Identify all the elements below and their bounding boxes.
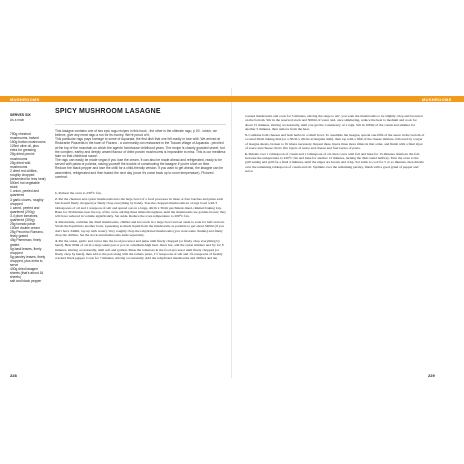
serves-note: As a main	[10, 118, 25, 122]
step-number: 6.	[245, 151, 248, 156]
ingredient-item: salt and black pepper	[10, 279, 42, 284]
method-step	[245, 114, 425, 131]
ingredient-item: 5g basil leaves, finely chopped	[10, 246, 42, 255]
title-divider	[55, 124, 226, 125]
ingredient-item: 2 dried red chillies, roughly chopped (deseeded for less heat)	[10, 168, 46, 182]
ingredient-item: 125ml olive oil, plus extra for greasing	[10, 144, 39, 153]
ingredient-item: 100ml double cream	[10, 226, 40, 231]
method-column-left	[55, 191, 226, 262]
ingredient-list	[10, 132, 47, 283]
ingredient-item: 25g Pecorino Romano, finely grated	[10, 230, 44, 239]
section-label-right: MUSHROOMS	[422, 96, 452, 102]
method-step	[55, 191, 226, 195]
method-step	[55, 239, 226, 261]
ingredient-item: 1 carrot, peeled and quartered (200g)	[10, 205, 40, 214]
ingredient-item: 150g button mushrooms	[10, 140, 46, 145]
page-gutter	[231, 88, 232, 378]
ingredient-item: 1 onion, peeled and quartered	[10, 189, 39, 198]
step-number: 5.	[245, 132, 248, 137]
ingredient-item: 3-4 plum tomatoes, quartered (300g)	[10, 213, 39, 222]
method-column-right	[245, 114, 425, 175]
page-number-right: 229	[428, 373, 435, 378]
page-number-left: 228	[10, 373, 17, 378]
method-step	[245, 133, 425, 150]
ingredient-item: 750g chestnut mushrooms, halved	[10, 132, 39, 141]
ingredient-item: 500ml hot vegetable stock	[10, 181, 40, 190]
intro-paragraph: The ragu can easily be made vegan if you lose the cream. It can also be made ahead and refrigerated, ready to be served with pasta or polenta, saving yourself the trouble of constructing the lasagne if you're short on time.	[55, 158, 222, 167]
recipe-title: SPICY MUSHROOM LASAGNE	[55, 108, 161, 115]
method-step	[245, 152, 425, 174]
step-text: Put the chestnut and oyster mushrooms into the large bowl of a food processor in three or four batches and pulse each batch until finely chopped (or finely chop everything by hand). Toss the chopped mushrooms in a large bowl with 3 tablespoons of oil and 1 teaspoon of salt and spread out on a large, 40cm x 30cm parchment-lined, rimmed baking tray. Bake for 30 minutes near the top of the oven, stirring three times throughout, until the mushrooms are golden-brown; they will have reduced in volume significantly. Set aside. Reduce the oven temperature to 200°C fan.	[55, 196, 226, 219]
step-number: 3.	[55, 220, 58, 225]
ingredient-item: 45g Parmesan, finely grated	[10, 238, 41, 247]
step-text: Meanwhile, combine the dried mushrooms, chillies and hot stock in a large bowl and set aside to soak for half an hour. Strain the liquid into another bowl, squeezing as much liquid from the mushrooms as possible to get about 340ml (if you don't have 340ml, top up with water). Very roughly chop the rehydrated mushrooms (you want some chunks) and finely chop the chillies. Set the stock and mushrooms aside separately.	[55, 220, 225, 238]
ingredient-item: 25g dried wild mushrooms	[10, 160, 31, 169]
serves-heading: SERVES SIX	[10, 113, 31, 117]
step-number: 1.	[55, 191, 58, 195]
method-step	[55, 220, 226, 237]
intro-paragraph: This lasagne contains one of two epic ragu recipes in this book - the other is the ultimate ragu, p 00 - which, we believe, give any meat ragu a run for its money. We're proud of it.	[55, 129, 218, 138]
step-text: Preheat the oven to 230°C fan.	[57, 191, 102, 195]
recipe-intro	[55, 129, 226, 179]
step-number: 2.	[55, 196, 58, 201]
step-number: 4.	[55, 238, 58, 243]
step-text: roasted mushrooms and cook for 5 minutes, stirring the stage to stir: you want the mushrooms to be slightly crisp and browned on the bottom. Stir in the reserved stock and 500ml of water and, once simmering, reduce the heat to medium and cook for about 15 minutes, stirring occasionally, until you get the consistency of a ragù. Stir in 100ml of the cream and simmer for another 5 minutes, then remove from the heat.	[245, 114, 423, 132]
ingredient-item: 25g tomato paste	[10, 222, 36, 227]
intro-paragraph: This particular ragu pays homage to some of Aquaraia, the first dish that one fell madly in love with. We arrived at Ristorante Piazzetta in the town of Fiorano - a community-run restaurant in the Tuscan village of Aquaraia - perched at the top of the mountain on which the agents' farmhouse childhood years. The recipe is closely guarded secret, but the complex, earthy and deeply umami flavour of dried porcini mushrooms is impossible to miss. This is our meatless take on that childhood sauce.	[55, 137, 226, 158]
ingredient-item: 5g parsley leaves, finely chopped, plus extra to serve	[10, 254, 46, 267]
ingredient-item: 25g dried porcini mushrooms	[10, 152, 35, 161]
step-text: Combine both cheeses and both herbs in a small bowl. To assemble the lasagne, spread one-fifth of the sauce in the bottom of a round 28cm baking dish (or a 30cm x 20cm rectangular dish), then top with a fifth of the cheese mixture, followed by a layer of lasagne sheets, broken to fit where necessary. Repeat these layers three more times in that order, and finish with a final layer of sauce and cheese; that's five layers of sauce and cheese and four layers of pasta.	[245, 132, 425, 150]
intro-paragraph: Reduce the black pepper and lose the chilli for a child-friendly version. If you want to get ahead, the lasagne can be assembled, refrigerated and then baked the next day (once it's come back up to room temperature). Pictured overleaf.	[55, 166, 224, 179]
section-label-left: MUSHROOMS	[10, 96, 40, 102]
right-page	[232, 0, 464, 464]
step-text: Drizzle over 1 tablespoon of cream and 1 tablespoon of oil, then cover with foil and bake for 15 minutes. Remove the foil, increase the temperature to 220°C fan and bake for another 12 minutes, turning the dish round halfway. Turn the oven to the grill setting and grill for a final 2 minutes, until the edges are brown and crisp. Set aside to cool for 5 or so minutes, then drizzle over the remaining tablespoon of cream and oil. Sprinkle over the remaining parsley, finish with a good grind of pepper and serve.	[245, 151, 424, 174]
step-text: Put the onion, garlic and carrot into the food processor and pulse until finely chopped (or finely chop everything by hand). Heat 60ml of oil in a large sauté pan or pot on a medium-high heat. Once hot, add the onion mixture and fry for 8 minutes, stirring occasionally, until soft and golden. Pulse the tomatoes in the food processor until finely chopped (or finely chop by hand), then add to the pan along with the tomato paste, 1½ teaspoons of salt and 1¾ teaspoons of freshly cracked black pepper. Cook for 7 minutes, stirring occasionally. Add the rehydrated mushrooms and chillies and the	[55, 238, 224, 261]
ingredient-item: 400g dried lasagne sheets (that's about 16 sheets)	[10, 267, 44, 280]
method-step	[55, 197, 226, 219]
ingredient-item: 3 garlic cloves, roughly chopped	[10, 197, 44, 206]
